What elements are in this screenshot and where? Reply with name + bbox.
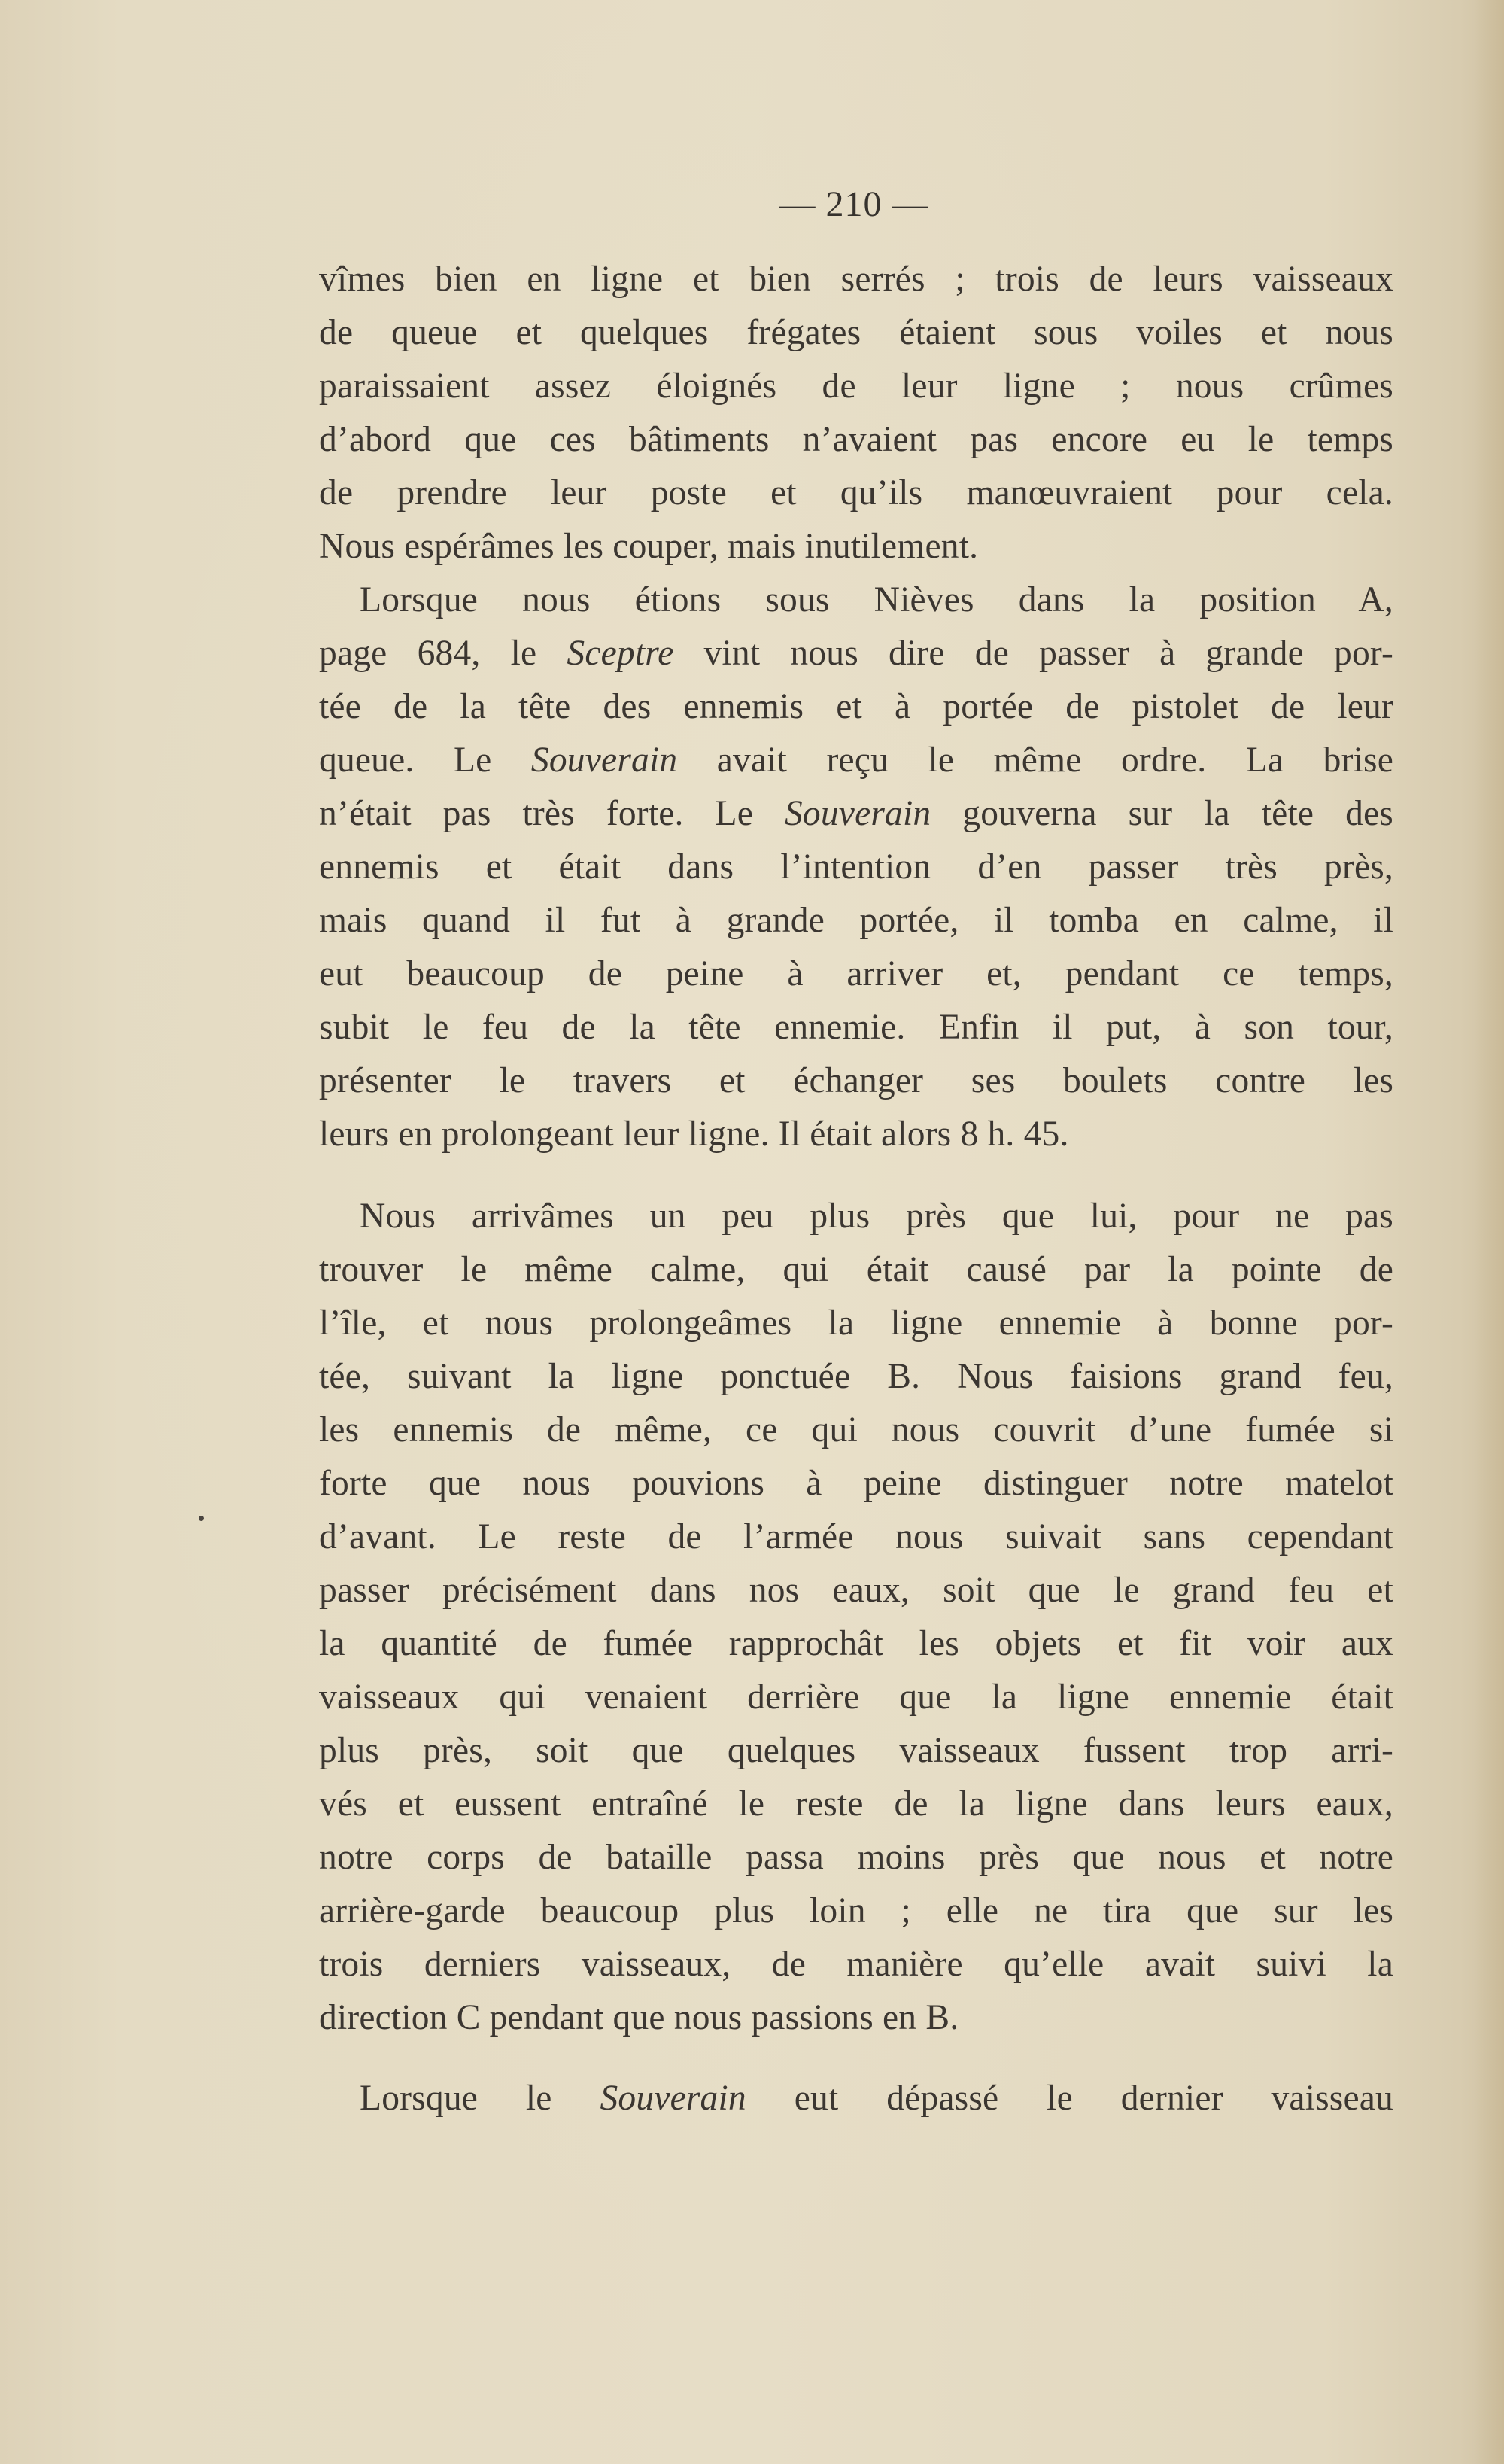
text-line <box>319 253 1393 306</box>
text-run: forte que nous pouvions à peine distinguer notre matelot <box>319 1464 1393 1503</box>
paragraph <box>319 573 1393 1161</box>
text-line <box>319 1671 1393 1724</box>
text-line <box>319 1724 1393 1778</box>
text-run: vint nous dire de passer à grande por- <box>673 634 1393 673</box>
page-number: — 210 — <box>779 184 929 224</box>
text-run: la quantité de fumée rapprochât les objets et fit voir aux <box>319 1624 1393 1663</box>
paragraph <box>319 1190 1393 2045</box>
text-line <box>319 841 1393 894</box>
text-line <box>319 1243 1393 1297</box>
paragraph <box>319 253 1393 573</box>
text-line <box>319 467 1393 520</box>
text-run: n’était pas très forte. Le <box>319 794 785 833</box>
text-run: eut dépassé le dernier vaisseau <box>746 2079 1393 2118</box>
text-line <box>319 1404 1393 1457</box>
text-line <box>319 1457 1393 1510</box>
body-text <box>319 253 1393 2125</box>
text-run: Nous espérâmes les couper, mais inutilement. <box>319 527 979 566</box>
text-run: tée, suivant la ligne ponctuée B. Nous faisions grand feu, <box>319 1357 1393 1396</box>
text-line <box>319 1617 1393 1671</box>
text-run: d’avant. Le reste de l’armée nous suivait sans cependant <box>319 1517 1393 1556</box>
text-run: Lorsque nous étions sous Nièves dans la position A, <box>360 580 1393 619</box>
text-line <box>319 680 1393 734</box>
text-line <box>319 1938 1393 1991</box>
text-run: de queue et quelques frégates étaient sous voiles et nous <box>319 313 1393 352</box>
text-run: arrière-garde beaucoup plus loin ; elle ne tira que sur les <box>319 1891 1393 1930</box>
text-run: de prendre leur poste et qu’ils manœuvraient pour cela. <box>319 473 1393 513</box>
text-run: tée de la tête des ennemis et à portée de pistolet de leur <box>319 687 1393 726</box>
text-run: passer précisément dans nos eaux, soit que le grand feu et <box>319 1571 1393 1610</box>
text-run: d’abord que ces bâtiments n’avaient pas encore eu le temps <box>319 420 1393 459</box>
text-line <box>319 948 1393 1001</box>
paragraph <box>319 2072 1393 2125</box>
text-run: Nous arrivâmes un peu plus près que lui, pour ne pas <box>360 1197 1393 1236</box>
text-run: les ennemis de même, ce qui nous couvrit d’une fumée si <box>319 1410 1393 1450</box>
text-run: vaisseaux qui venaient derrière que la ligne ennemie était <box>319 1678 1393 1717</box>
text-line <box>319 413 1393 467</box>
text-line <box>319 734 1393 787</box>
text-line <box>319 573 1393 627</box>
text-run: subit le feu de la tête ennemie. Enfin il put, à son tour, <box>319 1008 1393 1047</box>
ship-name: Sceptre <box>567 634 674 673</box>
text-run: mais quand il fut à grande portée, il tomba en calme, il <box>319 901 1393 940</box>
text-run: gouverna sur la tête des <box>931 794 1393 833</box>
text-line <box>319 1885 1393 1938</box>
text-line <box>319 1054 1393 1108</box>
text-run: trois derniers vaisseaux, de manière qu’elle avait suivi la <box>319 1945 1393 1984</box>
text-run: page 684, le <box>319 634 567 673</box>
text-line <box>319 306 1393 360</box>
text-run: vîmes bien en ligne et bien serrés ; trois de leurs vaisseaux <box>319 260 1393 299</box>
ship-name: Souverain <box>600 2079 746 2118</box>
paragraph-gap <box>319 2045 1393 2072</box>
text-line <box>319 1108 1393 1161</box>
text-line <box>319 627 1393 680</box>
text-run: plus près, soit que quelques vaisseaux fussent trop arri- <box>319 1731 1393 1770</box>
text-run: eut beaucoup de peine à arriver et, pendant ce temps, <box>319 954 1393 993</box>
margin-speck <box>199 1516 204 1521</box>
paragraph-gap <box>319 1161 1393 1190</box>
text-line <box>319 1001 1393 1054</box>
text-run: présenter le travers et échanger ses boulets contre les <box>319 1061 1393 1100</box>
text-line <box>319 360 1393 413</box>
text-line <box>319 1190 1393 1243</box>
text-run: queue. Le <box>319 741 531 780</box>
text-run: notre corps de bataille passa moins près que nous et notre <box>319 1838 1393 1877</box>
text-run: avait reçu le même ordre. La brise <box>677 741 1394 780</box>
page-edge-shadow <box>1474 0 1504 2464</box>
text-line <box>319 1510 1393 1564</box>
text-run: ennemis et était dans l’intention d’en passer très près, <box>319 847 1393 887</box>
text-line <box>319 1831 1393 1885</box>
text-run: direction C pendant que nous passions en B. <box>319 1998 959 2037</box>
text-run: vés et eussent entraîné le reste de la ligne dans leurs eaux, <box>319 1784 1393 1824</box>
text-line <box>319 1350 1393 1404</box>
text-line <box>319 1564 1393 1617</box>
text-run: l’île, et nous prolongeâmes la ligne ennemie à bonne por- <box>319 1303 1393 1343</box>
text-line <box>319 520 1393 573</box>
text-line <box>319 2072 1393 2125</box>
text-run: paraissaient assez éloignés de leur ligne ; nous crûmes <box>319 367 1393 406</box>
text-line <box>319 1991 1393 2045</box>
text-run: Lorsque le <box>360 2079 600 2118</box>
text-run: trouver le même calme, qui était causé par la pointe de <box>319 1250 1393 1289</box>
text-line <box>319 1297 1393 1350</box>
ship-name: Souverain <box>530 741 678 780</box>
text-run: leurs en prolongeant leur ligne. Il était alors 8 h. 45. <box>319 1115 1069 1154</box>
text-line <box>319 787 1393 841</box>
text-line <box>319 894 1393 948</box>
ship-name: Souverain <box>784 794 931 833</box>
text-line <box>319 1778 1393 1831</box>
